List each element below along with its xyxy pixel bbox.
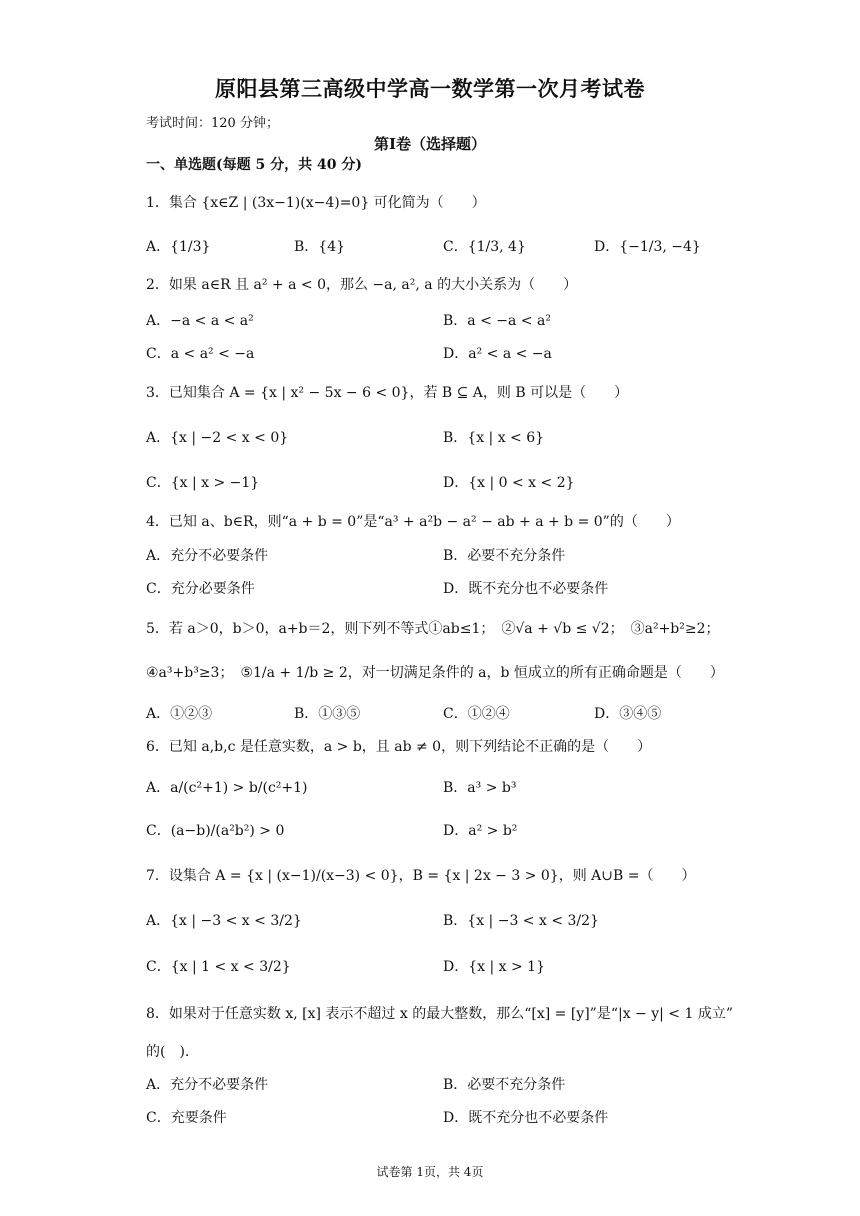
question-2-option-c: C．a < a² < −a [146, 346, 255, 362]
question-3-option-b: B．{x | x < 6} [443, 430, 545, 446]
question-7-option-d: D．{x | x > 1} [443, 959, 545, 975]
question-4-stem: 4．已知 a、b∈R，则“a + b = 0”是“a³ + a²b − a² − ab + a + b = 0”的（ ） [146, 514, 680, 530]
question-8-stem-line-1: 8．如果对于任意实数 x, [x] 表示不超过 x 的最大整数，那么“[x] = [y]”是“|x − y| < 1 成立” [146, 1006, 733, 1022]
question-7-option-a: A．{x | −3 < x < 3/2} [146, 913, 302, 929]
question-7-stem: 7．设集合 A = {x | (x−1)/(x−3) < 0}，B = {x | 2x − 3 > 0}，则 A∪B =（ ） [146, 868, 696, 884]
question-8-option-a: A．充分不必要条件 [146, 1077, 269, 1093]
question-2-stem: 2．如果 a∈R 且 a² + a < 0，那么 −a, a², a 的大小关系为（ ） [146, 277, 578, 293]
question-1-option-a: A．{1/3} [146, 239, 211, 255]
question-6-option-d: D．a² > b² [443, 823, 518, 839]
question-2-option-b: B．a < −a < a² [443, 313, 551, 329]
question-3-option-c: C．{x | x > −1} [146, 475, 260, 491]
question-1-option-d: D．{−1/3, −4} [594, 239, 701, 255]
question-2-option-a: A．−a < a < a² [146, 313, 254, 329]
question-4-option-b: B．必要不充分条件 [443, 548, 566, 564]
question-6-option-a: A．a/(c²+1) > b/(c²+1) [146, 780, 308, 796]
question-3-stem: 3．已知集合 A = {x | x² − 5x − 6 < 0}，若 B ⊆ A，则 B 可以是（ ） [146, 385, 629, 401]
question-3-option-a: A．{x | −2 < x < 0} [146, 430, 289, 446]
page-footer: 试卷第 1页，共 4页 [376, 1165, 484, 1179]
question-8-option-d: D．既不充分也不必要条件 [443, 1110, 609, 1126]
question-4-option-a: A．充分不必要条件 [146, 548, 269, 564]
question-8-stem-line-2: 的( ). [146, 1044, 190, 1060]
exam-time: 考试时间：120 分钟； [146, 116, 279, 131]
question-8-option-b: B．必要不充分条件 [443, 1077, 566, 1093]
question-5-option-a: A．①②③ [146, 706, 213, 722]
section-title: 一、单选题(每题 5 分，共 40 分) [146, 157, 362, 173]
question-5-option-b: B．①③⑤ [294, 706, 361, 722]
question-1-option-c: C．{1/3, 4} [443, 239, 526, 255]
question-6-option-b: B．a³ > b³ [443, 780, 517, 796]
question-6-stem: 6．已知 a,b,c 是任意实数，a > b，且 ab ≠ 0，则下列结论不正确的是（ ） [146, 739, 652, 755]
part-title: 第Ⅰ卷（选择题） [373, 135, 487, 153]
question-2-option-d: D．a² < a < −a [443, 346, 552, 362]
question-1-option-b: B．{4} [294, 239, 346, 255]
question-6-option-c: C．(a−b)/(a²b²) > 0 [146, 823, 285, 839]
question-5-stem-line-1: 5．若 a＞0，b＞0，a+b＝2，则下列不等式①ab≤1； ②√a + √b ≤ √2； ③a²+b²≥2； [146, 621, 720, 637]
exam-title: 原阳县第三高级中学高一数学第一次月考试卷 [215, 76, 645, 101]
question-7-option-b: B．{x | −3 < x < 3/2} [443, 913, 599, 929]
question-5-option-d: D．③④⑤ [594, 706, 662, 722]
question-1-stem: 1．集合 {x∈Z | (3x−1)(x−4)=0} 可化简为（ ） [146, 195, 486, 211]
question-5-stem-line-2: ④a³+b³≥3； ⑤1/a + 1/b ≥ 2，对一切满足条件的 a，b 恒成立的所有正确命题是（ ） [146, 665, 724, 681]
question-4-option-d: D．既不充分也不必要条件 [443, 581, 609, 597]
question-7-option-c: C．{x | 1 < x < 3/2} [146, 959, 291, 975]
question-4-option-c: C．充分必要条件 [146, 581, 255, 597]
question-5-option-c: C．①②④ [443, 706, 510, 722]
question-8-option-c: C．充要条件 [146, 1110, 227, 1126]
question-3-option-d: D．{x | 0 < x < 2} [443, 475, 575, 491]
